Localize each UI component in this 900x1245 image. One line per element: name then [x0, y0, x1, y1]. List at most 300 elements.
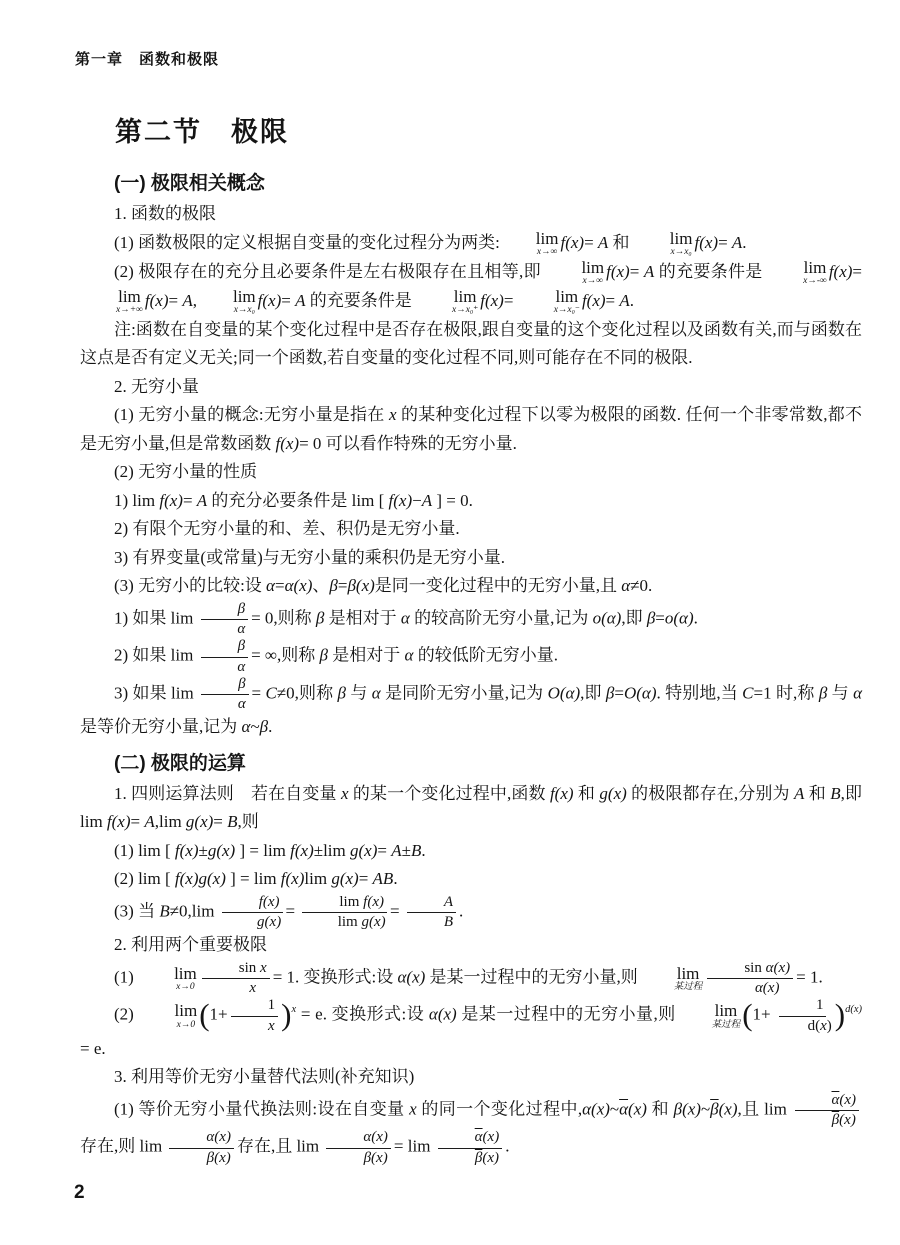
text-run: lim: [304, 869, 332, 889]
text-run: (1) 无穷小量的概念:无穷小量是指在: [114, 405, 389, 425]
text-run: 是同阶无穷小量,记为: [380, 683, 548, 703]
paragraph: [80, 865, 862, 894]
numerator: [201, 676, 248, 695]
math-run: x: [820, 1017, 827, 1034]
overlined-math-run: $\overline{\beta}$: [710, 1099, 719, 1119]
math-run: β: [237, 638, 246, 655]
math-run: β: [259, 717, 269, 737]
big-paren: ): [834, 996, 846, 1032]
math-run: A: [196, 490, 208, 510]
text-run: 1. 四则运算法则 若在自变量: [114, 783, 341, 803]
text-run: 1) 如果 lim: [114, 608, 198, 628]
math-run: g(x): [361, 914, 386, 931]
math-run: f(x): [106, 812, 131, 832]
fraction: [302, 894, 387, 932]
text-run: =: [130, 812, 145, 832]
limit-operator: [678, 1002, 741, 1030]
text-run: (2) 无穷小量的性质: [114, 462, 258, 482]
text-run: (一) 极限相关概念: [114, 173, 265, 194]
math-run: f(x): [480, 290, 504, 310]
limit-word: lim: [174, 1001, 198, 1021]
text-run: = lim: [393, 1136, 435, 1156]
text-run: ≠0,则称: [276, 683, 338, 703]
denominator: [203, 620, 245, 638]
text-run: 的同一个变化过程中,: [416, 1099, 583, 1119]
denominator: [203, 658, 245, 676]
fraction: [707, 960, 793, 998]
section-title: 第二节 极限: [115, 117, 289, 147]
paragraph: [80, 894, 862, 932]
fraction: [326, 1129, 391, 1167]
paragraph: [80, 401, 862, 458]
denominator: [441, 1149, 499, 1167]
numerator: [779, 997, 827, 1016]
denominator: [798, 1111, 856, 1129]
text-run: =: [584, 232, 598, 252]
big-paren: (: [742, 996, 753, 1032]
math-run: x: [249, 980, 257, 997]
fraction: [231, 997, 279, 1035]
fraction: [774, 997, 832, 1035]
chapter-header: 第一章 函数和极限: [75, 51, 220, 68]
fraction: [202, 960, 270, 998]
numerator: [169, 1129, 234, 1148]
math-run: β: [646, 608, 656, 628]
text-run: (2) lim [: [114, 869, 175, 889]
limit-subscript: x→x₀⁻: [553, 305, 580, 316]
text-run: = 0 可以看作特殊的无穷小量.: [299, 433, 517, 453]
math-run: g(x): [185, 812, 214, 832]
text-run: ): [826, 1017, 832, 1034]
limit-word: lim: [174, 963, 197, 983]
fraction: [438, 1129, 503, 1167]
limit-subscript: x→x₀: [670, 247, 692, 258]
text-run: =: [285, 901, 300, 921]
text-run: (3) 无穷小的比较:设: [114, 576, 267, 596]
math-run: α: [853, 683, 863, 703]
denominator: [234, 1017, 275, 1035]
denominator: [173, 1149, 231, 1167]
limit-subscript: x→x₀: [233, 305, 255, 316]
math-run: g(x): [349, 840, 378, 860]
text-run: =: [182, 490, 197, 510]
math-run: β: [315, 608, 325, 628]
numerator: [222, 894, 283, 913]
denominator: [304, 913, 386, 931]
math-run: A: [295, 290, 306, 310]
text-run: ≠0.: [630, 576, 653, 596]
text-run: (2): [114, 1004, 139, 1024]
math-run: AB: [372, 869, 394, 889]
limit-operator: [140, 965, 197, 993]
limit-word: lim: [232, 286, 256, 306]
numerator: [326, 1129, 391, 1148]
math-run: A: [597, 232, 609, 252]
content: [80, 162, 862, 1167]
text-run: .: [629, 290, 635, 310]
text-run: 1: [267, 997, 276, 1014]
paragraph: [80, 601, 862, 639]
text-run: 2) 有限个无穷小量的和、差、积仍是无穷小量.: [114, 519, 460, 539]
text-run: .: [393, 869, 398, 889]
math-run: f(x): [606, 261, 630, 281]
text-run: =: [168, 290, 183, 310]
overlined-math-run: $\overline{\alpha}$: [831, 1091, 840, 1108]
text-run: 的充要条件是: [305, 290, 416, 310]
math-run: α(x): [206, 1129, 231, 1146]
fraction: [201, 638, 248, 676]
limit-subscript: x→0: [176, 982, 195, 993]
math-run: A: [731, 232, 743, 252]
text-run: sin: [744, 959, 766, 976]
text-run: = ∞,则称: [251, 645, 320, 665]
text-run: .: [693, 608, 698, 628]
text-run: ,: [192, 290, 197, 310]
limit-word: lim: [118, 286, 141, 306]
numerator: [201, 638, 248, 657]
denominator: [215, 979, 256, 997]
overlined-math-run: $\overline{\alpha}$: [474, 1129, 483, 1146]
text-run: (3) 当: [114, 901, 160, 921]
text-run: 存在,且 lim: [236, 1136, 324, 1156]
text-run: 是同一变化过程中的无穷小量,且: [374, 576, 622, 596]
math-run: α: [400, 608, 410, 628]
math-run: β(x): [206, 1149, 231, 1166]
fraction: [201, 601, 248, 639]
math-run: β: [238, 675, 246, 692]
math-run: β: [329, 576, 338, 596]
limit-subscript: x→x₀⁺: [451, 305, 479, 316]
math-run: B: [227, 812, 238, 832]
math-run: x: [388, 405, 397, 425]
limit-operator: [199, 288, 256, 316]
superscript: d(x): [845, 1004, 863, 1016]
text-run: 和: [804, 783, 831, 803]
math-run: α(x): [754, 980, 780, 997]
text-run: ,lim: [154, 812, 186, 832]
numerator: [231, 997, 279, 1016]
limit-subscript: 某过程: [711, 1019, 741, 1030]
math-run: f(x): [257, 290, 282, 310]
text-run: (2) 极限存在的充分且必要条件是左右极限存在且相等,即: [114, 261, 546, 281]
text-run: .: [268, 717, 273, 737]
text-run: 的充要条件是: [654, 261, 768, 281]
text-run: 1+: [209, 1004, 228, 1024]
math-run: x: [268, 1017, 275, 1034]
paragraph: [80, 544, 862, 573]
paragraph: [80, 837, 862, 866]
limit-word: lim: [555, 286, 579, 306]
paragraph: [80, 487, 862, 516]
math-run: α: [621, 576, 631, 596]
denominator: [330, 1149, 388, 1167]
paragraph: [80, 229, 862, 258]
paragraph: [80, 780, 862, 837]
text-run: ±lim: [313, 840, 350, 860]
paragraph: [80, 638, 862, 676]
numerator: [707, 960, 793, 979]
paragraph: [80, 572, 862, 601]
text-run: 和: [608, 232, 634, 252]
text-run: 的较低阶无穷小量.: [413, 645, 558, 665]
big-paren: (: [199, 996, 210, 1032]
text-run: 是相对于: [328, 645, 405, 665]
superscript: x: [291, 1004, 297, 1016]
numerator: [438, 1129, 503, 1148]
text-run: 注:函数在自变量的某个变化过程中是否存在极限,跟自变量的这个变化过程以及函数有关,而与函数在这点是否有定义无关;同一个函数,若自变量的变化过程不同,则可能存在不同的极限.: [80, 319, 862, 368]
overlined-math-run: $\overline{\alpha}$: [619, 1099, 629, 1119]
text-run: ] = lim: [225, 869, 281, 889]
math-run: A: [182, 290, 193, 310]
math-run: B: [443, 914, 453, 931]
math-run: A: [421, 490, 433, 510]
limit-word: lim: [714, 1001, 738, 1021]
math-run: α(x): [363, 1129, 388, 1146]
numerator: [202, 960, 270, 979]
text-run: =: [377, 840, 392, 860]
text-run: (1) 函数极限的定义根据自变量的变化过程分为两类:: [114, 232, 500, 252]
math-run: B: [410, 840, 422, 860]
limit-word: lim: [669, 228, 693, 248]
text-run: 的较高阶无穷小量,记为: [409, 608, 593, 628]
limit-subscript: x→+∞: [116, 305, 143, 316]
math-run: f(x): [549, 783, 574, 803]
text-run: 、: [312, 576, 330, 596]
text-run: =: [337, 576, 348, 596]
text-run: 与: [827, 683, 854, 703]
limit-subscript: 某过程: [673, 982, 703, 993]
text-run: (二) 极限的运算: [114, 752, 246, 774]
math-run: β(x): [347, 576, 375, 596]
math-run: g(x): [207, 840, 236, 860]
text-run: =: [718, 232, 732, 252]
math-run: x: [409, 1099, 417, 1119]
text-run: lim: [337, 914, 362, 931]
text-run: 的充分必要条件是 lim [: [207, 490, 389, 510]
text-run: 是某一过程中的无穷小量,则: [456, 1004, 676, 1024]
text-run: 是等价无穷小量,记为: [80, 717, 242, 737]
page-number: 2: [74, 1182, 85, 1203]
text-run: 和: [573, 783, 600, 803]
text-run: = 1.: [796, 967, 823, 987]
text-run: =: [281, 290, 296, 310]
math-run: g(x): [257, 914, 282, 931]
text-run: = e. 变换形式:设: [296, 1004, 429, 1024]
text-run: ,则: [237, 812, 259, 832]
limit-word: lim: [803, 257, 827, 277]
math-run: (x): [839, 1112, 856, 1129]
text-run: 和: [646, 1099, 674, 1119]
math-run: f(x): [280, 869, 305, 889]
text-run: 3) 如果 lim: [114, 683, 199, 703]
text-run: ~: [250, 717, 260, 737]
text-run: ±: [198, 840, 208, 860]
text-run: = 1. 变换形式:设: [272, 967, 398, 987]
text-run: (1) lim [: [114, 840, 175, 860]
text-run: =: [213, 812, 228, 832]
math-run: O(α): [623, 683, 657, 703]
math-run: α: [371, 683, 381, 703]
limit-word: lim: [535, 228, 559, 248]
limit-operator: [520, 288, 580, 316]
math-run: f(x): [290, 840, 314, 860]
math-run: (x): [718, 1099, 738, 1119]
paragraph: [80, 316, 862, 373]
limit-operator: [82, 288, 143, 316]
math-run: α(x): [428, 1004, 457, 1024]
fraction: [795, 1092, 860, 1130]
math-run: O(α): [547, 683, 581, 703]
math-run: f(x): [174, 840, 199, 860]
math-run: β(x): [363, 1149, 388, 1166]
math-run: A: [619, 290, 630, 310]
text-run: =: [852, 261, 862, 281]
denominator: [204, 695, 246, 713]
math-run: α: [237, 696, 246, 713]
math-run: β: [605, 683, 615, 703]
math-run: A: [144, 812, 155, 832]
math-run: f(x): [144, 290, 169, 310]
math-run: g(x): [331, 869, 359, 889]
text-run: 2. 无穷小量: [114, 376, 199, 396]
math-run: α: [404, 645, 414, 665]
big-paren: ): [281, 996, 292, 1032]
text-run: =: [358, 869, 373, 889]
limit-operator: [636, 230, 693, 258]
text-run: 1+: [752, 1004, 771, 1024]
math-run: o(α): [664, 608, 694, 628]
math-run: A: [643, 261, 655, 281]
text-run: 是相对于: [324, 608, 401, 628]
paragraph: [80, 1092, 862, 1167]
text-run: . 特别地,当: [656, 683, 743, 703]
text-run: ~: [700, 1099, 711, 1119]
math-run: α(x): [765, 959, 791, 976]
math-run: β: [237, 600, 246, 617]
text-run: ,即: [621, 608, 647, 628]
math-run: β(x): [673, 1099, 701, 1119]
paragraph: [80, 200, 862, 229]
denominator: [721, 979, 780, 997]
text-run: 1: [815, 997, 824, 1014]
overlined-math-run: $\overline{\beta}$: [474, 1149, 483, 1166]
math-run: α: [266, 576, 275, 596]
limit-operator: [502, 230, 559, 258]
text-run: 存在,则 lim: [80, 1136, 167, 1156]
math-run: f(x): [159, 490, 183, 510]
numerator: [201, 601, 248, 620]
text-run: .: [742, 232, 747, 252]
limit-subscript: x→-∞: [803, 276, 827, 287]
numerator: [407, 894, 456, 913]
math-run: C: [265, 683, 277, 703]
limit-word: lim: [676, 963, 700, 983]
math-run: f(x): [258, 893, 280, 910]
paragraph: [80, 258, 862, 316]
fraction: [222, 894, 283, 932]
fraction: [201, 676, 248, 714]
text-run: =: [614, 683, 624, 703]
denominator: [223, 913, 281, 931]
limit-operator: [547, 259, 604, 287]
math-run: f(x): [581, 290, 606, 310]
math-run: β: [319, 645, 329, 665]
math-run: f(x): [828, 261, 853, 281]
math-run: α(x): [582, 1099, 610, 1119]
math-run: o(α): [592, 608, 622, 628]
math-run: A: [443, 893, 453, 910]
math-run: (x): [628, 1099, 647, 1119]
text-run: (1): [114, 967, 139, 987]
paragraph: [80, 997, 862, 1063]
text-run: =: [389, 901, 404, 921]
text-run: (1) 等价无穷小量代换法则:设在自变量: [114, 1099, 410, 1119]
math-run: C: [742, 683, 754, 703]
text-run: 2. 利用两个重要极限: [114, 935, 267, 955]
math-run: f(x): [275, 433, 300, 453]
math-run: x: [260, 959, 267, 976]
text-run: −: [412, 490, 422, 510]
limit-operator: [640, 965, 703, 993]
fraction: [169, 1129, 234, 1167]
text-run: .: [505, 1136, 510, 1156]
text-run: .: [459, 901, 464, 921]
text-run: .: [421, 840, 426, 860]
limit-operator: [418, 288, 478, 316]
text-run: ,即: [580, 683, 606, 703]
numerator: [302, 894, 387, 913]
math-run: α(x): [284, 576, 313, 596]
paragraph: [80, 931, 862, 960]
text-run: 3) 有界变量(或常量)与无穷小量的乘积仍是无穷小量.: [114, 547, 505, 567]
limit-subscript: x→∞: [582, 276, 604, 287]
denominator: [774, 1017, 832, 1035]
limit-word: lim: [581, 257, 605, 277]
limit-subscript: x→∞: [536, 247, 558, 258]
math-run: f(x): [560, 232, 585, 252]
text-run: ,即 lim: [80, 783, 863, 832]
text-run: 的某一个变化过程中,函数: [348, 783, 550, 803]
paragraph: [80, 676, 862, 742]
text-run: ±: [401, 840, 411, 860]
limit-word: lim: [453, 286, 477, 306]
text-run: sin: [238, 959, 261, 976]
math-run: (x): [839, 1091, 857, 1108]
text-run: =: [274, 576, 285, 596]
text-run: =: [629, 261, 644, 281]
text-run: ,且 lim: [737, 1099, 792, 1119]
text-run: =: [251, 683, 266, 703]
section-heading: [80, 168, 862, 195]
text-run: 的某种变化过程下以零为极限的函数. 任何一个非零常数,都不是无穷小量,但是常数函数: [80, 405, 863, 453]
paragraph: [80, 458, 862, 487]
math-run: α: [237, 621, 246, 638]
limit-operator: [141, 1002, 198, 1030]
paragraph: [80, 1063, 862, 1092]
denominator: [410, 913, 453, 931]
math-run: β: [337, 683, 347, 703]
text-run: = e.: [80, 1038, 106, 1058]
math-run: f(x): [694, 232, 719, 252]
limit-operator: [769, 259, 827, 287]
math-run: f(x): [363, 893, 384, 910]
math-run: α: [241, 717, 251, 737]
text-run: ~: [609, 1099, 620, 1119]
math-run: α: [237, 658, 246, 675]
limit-subscript: x→0: [176, 1019, 196, 1030]
text-run: 1. 函数的极限: [114, 204, 216, 223]
section-heading: [80, 748, 862, 775]
